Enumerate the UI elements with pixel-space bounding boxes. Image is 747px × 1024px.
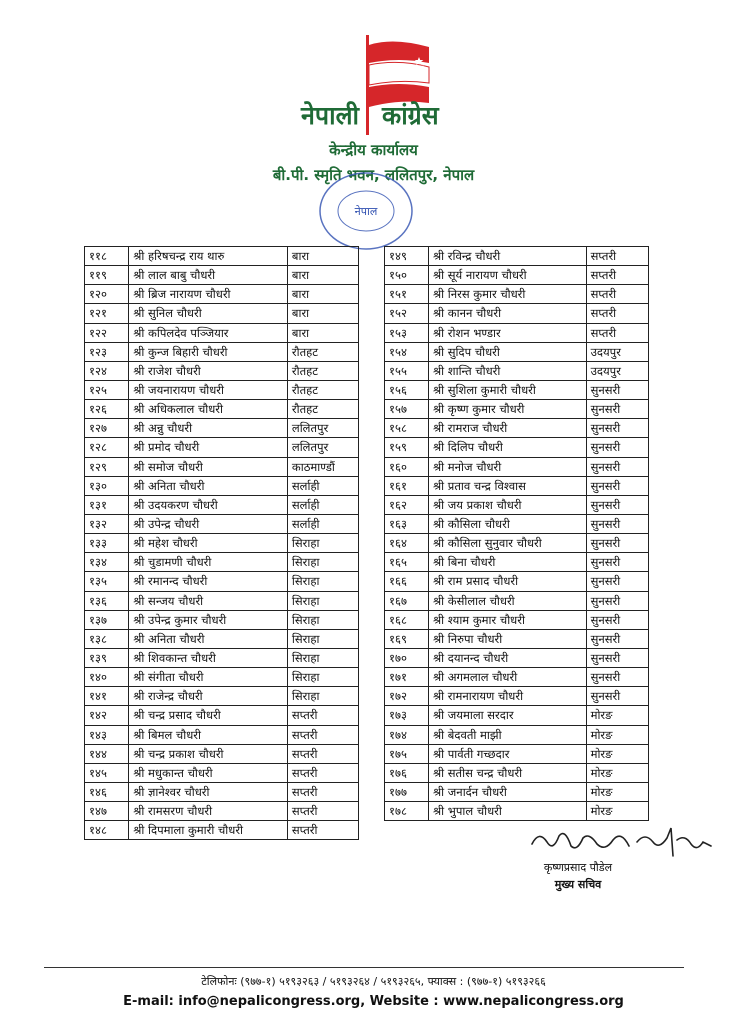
- district-name: मोरङ: [586, 706, 648, 725]
- member-name: श्री अन्नु चौधरी: [129, 419, 288, 438]
- table-row: [85, 706, 359, 725]
- row-number: १४४: [85, 744, 129, 763]
- signer-name: कृष्णप्रसाद पौडेल: [543, 861, 613, 874]
- member-name: श्री दिलिप चौधरी: [429, 438, 587, 457]
- member-name: श्री प्रमोद चौधरी: [129, 438, 288, 457]
- district-name: सुनसरी: [586, 668, 648, 687]
- member-name: श्री समोज चौधरी: [129, 457, 288, 476]
- table-row: [385, 534, 649, 553]
- table-row: [385, 610, 649, 629]
- member-name: श्री उदयकरण चौधरी: [129, 495, 288, 514]
- member-name: श्री शान्ति चौधरी: [429, 361, 587, 380]
- row-number: १४८: [85, 821, 129, 840]
- member-name: श्री ब्रिज नारायण चौधरी: [129, 285, 288, 304]
- table-row: [385, 476, 649, 495]
- member-name: श्री बेदवती माझी: [429, 725, 587, 744]
- table-row: [385, 304, 649, 323]
- member-name: श्री सुदिप चौधरी: [429, 342, 587, 361]
- table-row: [85, 457, 359, 476]
- district-name: सप्तरी: [287, 763, 358, 782]
- table-row: [385, 323, 649, 342]
- district-name: सिराहा: [287, 553, 358, 572]
- table-row: [385, 648, 649, 667]
- row-number: १२५: [85, 380, 129, 399]
- row-number: १३०: [85, 476, 129, 495]
- district-name: सिराहा: [287, 687, 358, 706]
- table-row: [85, 438, 359, 457]
- row-number: १५१: [385, 285, 429, 304]
- member-name: श्री कपिलदेव पञ्जियार: [129, 323, 288, 342]
- row-number: १४३: [85, 725, 129, 744]
- district-name: सुनसरी: [586, 610, 648, 629]
- member-name: श्री सुशिला कुमारी चौधरी: [429, 380, 587, 399]
- member-name: श्री कृष्ण कुमार चौधरी: [429, 400, 587, 419]
- table-row: [85, 304, 359, 323]
- org-name-left: नेपाली: [301, 101, 359, 130]
- table-row: [385, 342, 649, 361]
- district-name: उदयपुर: [586, 342, 648, 361]
- row-number: १२१: [85, 304, 129, 323]
- table-row: [85, 419, 359, 438]
- table-row: [85, 744, 359, 763]
- row-number: १६९: [385, 629, 429, 648]
- district-name: सिराहा: [287, 668, 358, 687]
- member-name: श्री सूर्य नारायण चौधरी: [429, 266, 587, 285]
- row-number: १२९: [85, 457, 129, 476]
- row-number: १५९: [385, 438, 429, 457]
- row-number: १६३: [385, 514, 429, 533]
- row-number: १७८: [385, 802, 429, 821]
- district-name: सप्तरी: [586, 266, 648, 285]
- row-number: १३९: [85, 648, 129, 667]
- org-name: [0, 98, 747, 132]
- table-row: [85, 323, 359, 342]
- member-name: श्री कुन्ज बिहारी चौधरी: [129, 342, 288, 361]
- member-name: श्री कौसिला चौधरी: [429, 514, 587, 533]
- table-row: [85, 687, 359, 706]
- district-name: सुनसरी: [586, 591, 648, 610]
- district-name: सप्तरी: [287, 706, 358, 725]
- district-name: सुनसरी: [586, 514, 648, 533]
- member-name: श्री रामसरण चौधरी: [129, 802, 288, 821]
- district-name: मोरङ: [586, 763, 648, 782]
- table-row: [85, 802, 359, 821]
- district-name: ललितपुर: [287, 419, 358, 438]
- member-name: श्री राजेन्द्र चौधरी: [129, 687, 288, 706]
- district-name: उदयपुर: [586, 361, 648, 380]
- member-name: श्री निरुपा चौधरी: [429, 629, 587, 648]
- table-row: [85, 725, 359, 744]
- row-number: १७७: [385, 782, 429, 801]
- table-row: [85, 553, 359, 572]
- row-number: १६२: [385, 495, 429, 514]
- district-name: बारा: [287, 323, 358, 342]
- district-name: सिराहा: [287, 629, 358, 648]
- table-row: [385, 553, 649, 572]
- district-name: सिराहा: [287, 591, 358, 610]
- district-name: सिराहा: [287, 648, 358, 667]
- table-row: [85, 342, 359, 361]
- member-name: श्री रमानन्द चौधरी: [129, 572, 288, 591]
- member-name: श्री रामनारायण चौधरी: [429, 687, 587, 706]
- member-name: श्री लाल बाबु चौधरी: [129, 266, 288, 285]
- row-number: १४०: [85, 668, 129, 687]
- row-number: १५६: [385, 380, 429, 399]
- district-name: बारा: [287, 285, 358, 304]
- row-number: १३१: [85, 495, 129, 514]
- table-row: [385, 361, 649, 380]
- member-name: श्री राम प्रसाद चौधरी: [429, 572, 587, 591]
- row-number: १६४: [385, 534, 429, 553]
- row-number: १६०: [385, 457, 429, 476]
- table-row: [385, 572, 649, 591]
- member-name: श्री उपेन्द्र चौधरी: [129, 514, 288, 533]
- member-name: श्री अधिकलाल चौधरी: [129, 400, 288, 419]
- row-number: १२७: [85, 419, 129, 438]
- member-name: श्री अगमलाल चौधरी: [429, 668, 587, 687]
- table-row: [85, 610, 359, 629]
- member-name: श्री रोशन भण्डार: [429, 323, 587, 342]
- member-name: श्री मधुकान्त चौधरी: [129, 763, 288, 782]
- district-name: बारा: [287, 266, 358, 285]
- row-number: १४२: [85, 706, 129, 725]
- row-number: १३८: [85, 629, 129, 648]
- district-name: सुनसरी: [586, 438, 648, 457]
- district-name: सर्लाही: [287, 476, 358, 495]
- table-row: [85, 821, 359, 840]
- district-name: मोरङ: [586, 802, 648, 821]
- office-address: बी.पी. स्मृति भवन, ललितपुर, नेपाल: [272, 166, 475, 184]
- district-name: सिराहा: [287, 610, 358, 629]
- table-row: [85, 380, 359, 399]
- row-number: १५७: [385, 400, 429, 419]
- district-name: सप्तरी: [586, 323, 648, 342]
- district-name: बारा: [287, 304, 358, 323]
- table-row: [85, 782, 359, 801]
- member-name: श्री हरिषचन्द्र राय थारु: [129, 247, 288, 266]
- district-name: रौतहट: [287, 342, 358, 361]
- table-row: [385, 419, 649, 438]
- footer-phone: टेलिफोनः (९७७-१) ५१९३२६३ / ५१९३२६४ / ५१९३२६५, फ्याक्स : (९७७-१) ५१९३२६६: [201, 975, 546, 988]
- table-row: [85, 247, 359, 266]
- seal-text: नेपाल: [354, 205, 378, 218]
- row-number: १५३: [385, 323, 429, 342]
- row-number: १४९: [385, 247, 429, 266]
- member-name: श्री जयमाला सरदार: [429, 706, 587, 725]
- table-row: [385, 763, 649, 782]
- row-number: १४१: [85, 687, 129, 706]
- district-name: सिराहा: [287, 534, 358, 553]
- district-name: सर्लाही: [287, 495, 358, 514]
- row-number: १५०: [385, 266, 429, 285]
- district-name: सर्लाही: [287, 514, 358, 533]
- district-name: सुनसरी: [586, 534, 648, 553]
- district-name: बारा: [287, 247, 358, 266]
- row-number: १४६: [85, 782, 129, 801]
- row-number: १६८: [385, 610, 429, 629]
- district-name: काठमाण्डौं: [287, 457, 358, 476]
- row-number: १४५: [85, 763, 129, 782]
- row-number: १२०: [85, 285, 129, 304]
- table-row: [385, 668, 649, 687]
- table-row: [385, 285, 649, 304]
- row-number: १२२: [85, 323, 129, 342]
- member-name: श्री संगीता चौधरी: [129, 668, 288, 687]
- row-number: १५२: [385, 304, 429, 323]
- table-row: [385, 266, 649, 285]
- row-number: १३२: [85, 514, 129, 533]
- member-name: श्री श्याम कुमार चौधरी: [429, 610, 587, 629]
- table-row: [85, 591, 359, 610]
- member-name: श्री कौसिला सुनुवार चौधरी: [429, 534, 587, 553]
- table-row: [85, 514, 359, 533]
- district-name: सुनसरी: [586, 629, 648, 648]
- member-name: श्री अनिता चौधरी: [129, 476, 288, 495]
- row-number: १५४: [385, 342, 429, 361]
- district-name: रौतहट: [287, 361, 358, 380]
- office-name: केन्द्रीय कार्यालय: [329, 141, 418, 159]
- district-name: सप्तरी: [586, 247, 648, 266]
- member-name: श्री पार्वती गच्छदार: [429, 744, 587, 763]
- district-name: मोरङ: [586, 725, 648, 744]
- table-row: [385, 629, 649, 648]
- table-row: [85, 361, 359, 380]
- table-row: [85, 534, 359, 553]
- row-number: १७५: [385, 744, 429, 763]
- row-number: १७६: [385, 763, 429, 782]
- row-number: १३३: [85, 534, 129, 553]
- member-name: श्री दिपमाला कुमारी चौधरी: [129, 821, 288, 840]
- table-row: [85, 629, 359, 648]
- row-number: १२४: [85, 361, 129, 380]
- member-name: श्री जयनारायण चौधरी: [129, 380, 288, 399]
- member-name: श्री केसीलाल चौधरी: [429, 591, 587, 610]
- row-number: १६५: [385, 553, 429, 572]
- row-number: १३५: [85, 572, 129, 591]
- member-name: श्री राजेश चौधरी: [129, 361, 288, 380]
- table-row: [385, 802, 649, 821]
- district-name: रौतहट: [287, 400, 358, 419]
- district-name: सप्तरी: [586, 304, 648, 323]
- district-name: सप्तरी: [287, 802, 358, 821]
- member-name: श्री रविन्द्र चौधरी: [429, 247, 587, 266]
- member-name: श्री जनार्दन चौधरी: [429, 782, 587, 801]
- member-name: श्री शिवकान्त चौधरी: [129, 648, 288, 667]
- member-name: श्री चन्द्र प्रसाद चौधरी: [129, 706, 288, 725]
- row-number: १६७: [385, 591, 429, 610]
- district-name: सप्तरी: [287, 821, 358, 840]
- district-name: सुनसरी: [586, 476, 648, 495]
- district-name: सप्तरी: [586, 285, 648, 304]
- member-name: श्री दयानन्द चौधरी: [429, 648, 587, 667]
- signer-title: मुख्य सचिव: [554, 878, 602, 891]
- district-name: सुनसरी: [586, 457, 648, 476]
- table-row: [385, 687, 649, 706]
- district-name: मोरङ: [586, 744, 648, 763]
- table-row: [85, 476, 359, 495]
- table-row: [85, 572, 359, 591]
- district-name: सिराहा: [287, 572, 358, 591]
- row-number: १३७: [85, 610, 129, 629]
- district-name: मोरङ: [586, 782, 648, 801]
- row-number: १४७: [85, 802, 129, 821]
- footer-contact: E-mail: info@nepalicongress.org, Website : www.nepalicongress.org: [123, 994, 624, 1009]
- table-row: [385, 744, 649, 763]
- district-name: सप्तरी: [287, 725, 358, 744]
- member-name: श्री सतीस चन्द्र चौधरी: [429, 763, 587, 782]
- member-name: श्री चुडामणी चौधरी: [129, 553, 288, 572]
- district-name: सुनसरी: [586, 400, 648, 419]
- district-name: सुनसरी: [586, 380, 648, 399]
- row-number: १२८: [85, 438, 129, 457]
- table-row: [385, 514, 649, 533]
- org-name-right: कांग्रेस: [382, 101, 439, 130]
- district-name: सुनसरी: [586, 572, 648, 591]
- table-row: [85, 285, 359, 304]
- row-number: १७४: [385, 725, 429, 744]
- row-number: १२६: [85, 400, 129, 419]
- district-name: सुनसरी: [586, 419, 648, 438]
- office-seal-stamp: [316, 170, 416, 252]
- table-row: [85, 495, 359, 514]
- row-number: १७१: [385, 668, 429, 687]
- member-name: श्री बिमल चौधरी: [129, 725, 288, 744]
- table-row: [385, 725, 649, 744]
- district-name: रौतहट: [287, 380, 358, 399]
- member-name: श्री ज्ञानेश्वर चौधरी: [129, 782, 288, 801]
- member-name: श्री सुनिल चौधरी: [129, 304, 288, 323]
- member-name: श्री बिना चौधरी: [429, 553, 587, 572]
- table-row: [385, 380, 649, 399]
- district-name: ललितपुर: [287, 438, 358, 457]
- member-name: श्री चन्द्र प्रकाश चौधरी: [129, 744, 288, 763]
- table-row: [385, 457, 649, 476]
- member-name: श्री अनिता चौधरी: [129, 629, 288, 648]
- row-number: १७०: [385, 648, 429, 667]
- district-name: सुनसरी: [586, 687, 648, 706]
- row-number: १६१: [385, 476, 429, 495]
- district-name: सुनसरी: [586, 495, 648, 514]
- row-number: ११९: [85, 266, 129, 285]
- table-row: [85, 400, 359, 419]
- row-number: १३६: [85, 591, 129, 610]
- row-number: १२३: [85, 342, 129, 361]
- row-number: १५५: [385, 361, 429, 380]
- row-number: १७३: [385, 706, 429, 725]
- district-name: सप्तरी: [287, 744, 358, 763]
- member-name: श्री जय प्रकाश चौधरी: [429, 495, 587, 514]
- row-number: १३४: [85, 553, 129, 572]
- row-number: १५८: [385, 419, 429, 438]
- member-name: श्री भुपाल चौधरी: [429, 802, 587, 821]
- table-row: [385, 438, 649, 457]
- table-row: [85, 668, 359, 687]
- member-name: श्री मनोज चौधरी: [429, 457, 587, 476]
- table-row: [385, 782, 649, 801]
- member-name: श्री सन्जय चौधरी: [129, 591, 288, 610]
- member-name: श्री महेश चौधरी: [129, 534, 288, 553]
- district-name: सुनसरी: [586, 553, 648, 572]
- table-row: [85, 763, 359, 782]
- handwritten-signature: [527, 822, 717, 862]
- member-name: श्री निरस कुमार चौधरी: [429, 285, 587, 304]
- table-row: [385, 495, 649, 514]
- member-name: श्री रामराज चौधरी: [429, 419, 587, 438]
- row-number: १७२: [385, 687, 429, 706]
- table-row: [85, 266, 359, 285]
- table-row: [385, 591, 649, 610]
- district-name: सुनसरी: [586, 648, 648, 667]
- member-name: श्री प्रताव चन्द्र विश्वास: [429, 476, 587, 495]
- table-row: [85, 648, 359, 667]
- footer-divider: [44, 967, 684, 968]
- district-name: सप्तरी: [287, 782, 358, 801]
- member-list-right: [384, 246, 649, 821]
- member-list-left: [84, 246, 359, 840]
- table-row: [385, 706, 649, 725]
- row-number: ११८: [85, 247, 129, 266]
- member-name: श्री उपेन्द्र कुमार चौधरी: [129, 610, 288, 629]
- row-number: १६६: [385, 572, 429, 591]
- table-row: [385, 247, 649, 266]
- member-name: श्री कानन चौधरी: [429, 304, 587, 323]
- table-row: [385, 400, 649, 419]
